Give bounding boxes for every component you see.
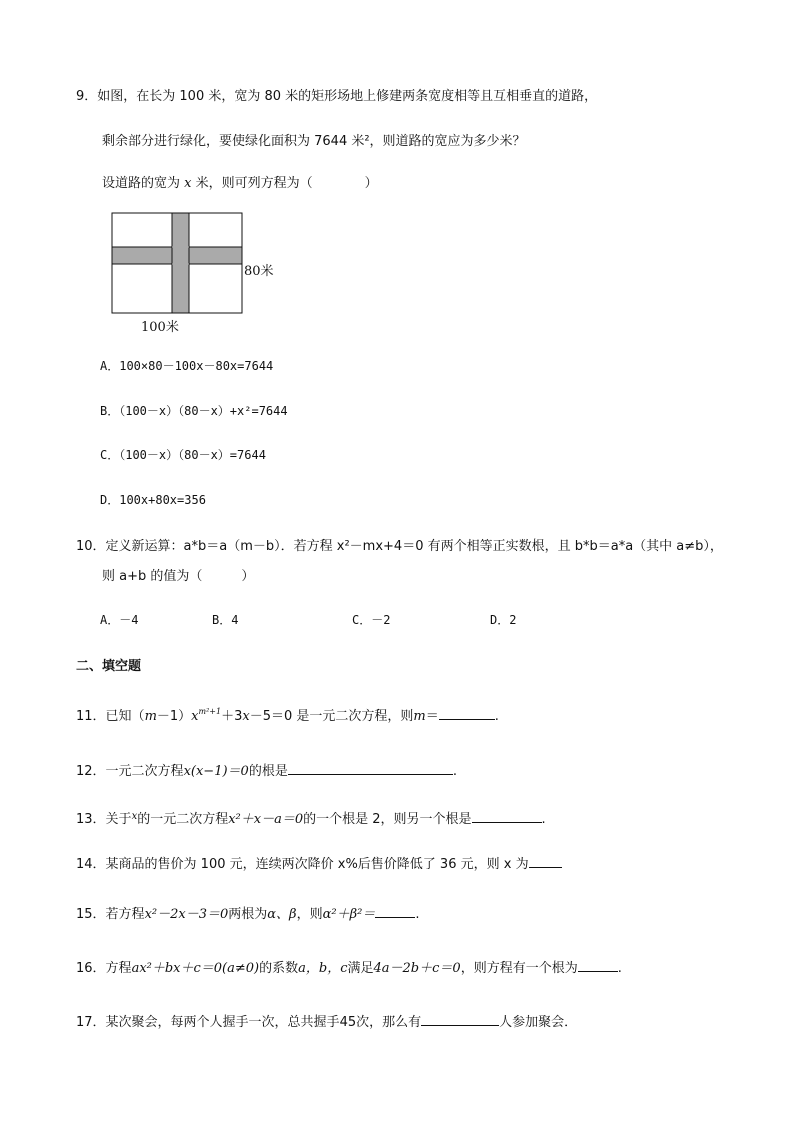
question-number: 11	[76, 709, 93, 724]
variable-x: x	[191, 709, 199, 724]
question-number: 17	[76, 1015, 93, 1030]
question-number: 12	[76, 764, 93, 779]
text: ．某商品的售价为 100 元，连续两次降价 x%后售价降低了 36 元，则 x 为	[92, 857, 529, 872]
question-15: 15．若方程x²－2x－3＝0两根为α、β，则α²＋β²＝ .	[76, 903, 419, 922]
text: ．方程	[92, 961, 132, 976]
option-c: C．－2	[352, 613, 391, 627]
text: 次，那么有	[356, 1015, 422, 1030]
question-number: 9	[76, 89, 85, 104]
question-13: 13．关于$^x$的一元二次方程x²＋x－a＝0的一个根是 2，则另一个根是 .	[76, 811, 546, 827]
option-c: C．（100－x）（80－x）=7644	[100, 448, 266, 462]
question-11: 11．已知$(m-1)x^{m^2+1}+3x-5=0$ 是一元二次方程，则m＝ .	[76, 707, 499, 724]
text: 两根为	[228, 907, 268, 922]
text: －5＝0 是一元二次方程，则	[249, 709, 414, 724]
option-d: D．100x+80x=356	[100, 493, 206, 507]
equation: x(x−1)＝0	[183, 764, 249, 779]
condition: 4a－2b＋c＝0	[373, 961, 461, 976]
text: 人参加聚会．	[499, 1015, 578, 1030]
coefficients: a，b，c	[298, 961, 348, 976]
height-label: 80米	[244, 264, 274, 279]
question-number: 15	[76, 907, 93, 922]
section-heading: 二、填空题	[76, 659, 142, 674]
equation: x²＋x－a＝0	[228, 812, 304, 827]
text: ．若方程	[92, 907, 145, 922]
question-9-line-2: 剩余部分进行绿化，要使绿化面积为 7644 米²，则道路的宽应为多少米？	[102, 134, 526, 149]
option-d: D．2	[490, 613, 517, 627]
text: ．关于	[92, 812, 132, 827]
text: ＋3	[221, 709, 243, 724]
question-number: 13	[76, 812, 93, 827]
text: ＝	[425, 709, 439, 724]
question-10-line-1	[76, 535, 723, 554]
question-16: 16．方程ax²＋bx＋c＝0(a≠0)的系数a，b，c满足4a－2b＋c＝0，则方程有一个根为 .	[76, 957, 622, 976]
width-label: 100米	[141, 320, 179, 335]
question-number: 16	[76, 961, 93, 976]
question-14	[76, 853, 562, 872]
question-text: ．定义新运算：a*b＝a（m－b）．若方程 x²－mx+4＝0 有两个相等正实数根，且 b*b＝a*a（其中 a≠b），	[92, 539, 723, 554]
exponent: m²+1	[198, 707, 222, 716]
option-b: B．（100－x）（80－x）+x²=7644	[100, 404, 288, 418]
answer-blank[interactable]	[288, 761, 453, 775]
question-10-line-2: 则 a+b 的值为（ ）	[102, 569, 255, 584]
text: 的系数	[259, 961, 299, 976]
text: 的一个根是 2，则另一个根是	[303, 812, 472, 827]
count: 45	[339, 1015, 357, 1030]
equation: ax²＋bx＋c＝0(a≠0)	[131, 961, 260, 976]
equation: x²－2x－3＝0	[144, 907, 229, 922]
option-a: A．－4	[100, 613, 139, 627]
text: －1）	[156, 709, 192, 724]
roots: α、β	[267, 907, 297, 922]
text: ．已知（	[92, 709, 145, 724]
answer-blank[interactable]	[439, 706, 495, 720]
text: ，则	[296, 907, 323, 922]
question-17	[76, 1011, 577, 1030]
answer-blank[interactable]	[529, 854, 562, 868]
text: ．某次聚会，每两个人握手一次，总共握手	[92, 1015, 340, 1030]
text: 满足	[347, 961, 374, 976]
answer-blank[interactable]	[375, 904, 415, 918]
variable-m: m	[413, 709, 426, 724]
question-number: 10	[76, 539, 93, 554]
text: 的根是	[248, 764, 288, 779]
question-12: 12．一元二次方程x(x−1)＝0的根是 .	[76, 760, 457, 779]
expression: α²＋β²＝	[322, 907, 376, 922]
text: ．一元二次方程	[92, 764, 184, 779]
setup-text: 设道路的宽为	[102, 176, 185, 191]
answer-blank[interactable]	[421, 1012, 499, 1026]
question-number: 14	[76, 857, 93, 872]
variable-x: x	[242, 709, 250, 724]
variable-x: x	[131, 811, 138, 822]
setup-text-end: 米，则可列方程为（ ）	[191, 176, 378, 191]
option-a: A．100×80－100x－80x=7644	[100, 359, 274, 373]
variable-x: x	[184, 176, 192, 191]
question-9-line-1	[76, 85, 597, 104]
question-9-line-3	[102, 172, 378, 191]
answer-blank[interactable]	[578, 958, 618, 972]
vertical-road	[172, 213, 189, 313]
option-b: B．4	[212, 613, 239, 627]
answer-blank[interactable]	[472, 809, 542, 823]
text: 的一元二次方程	[137, 812, 229, 827]
text: ，则方程有一个根为	[460, 961, 578, 976]
question-text: ．如图，在长为 100 米，宽为 80 米的矩形场地上修建两条宽度相等且互相垂直的道路，	[84, 89, 598, 104]
variable-m: m	[144, 709, 157, 724]
